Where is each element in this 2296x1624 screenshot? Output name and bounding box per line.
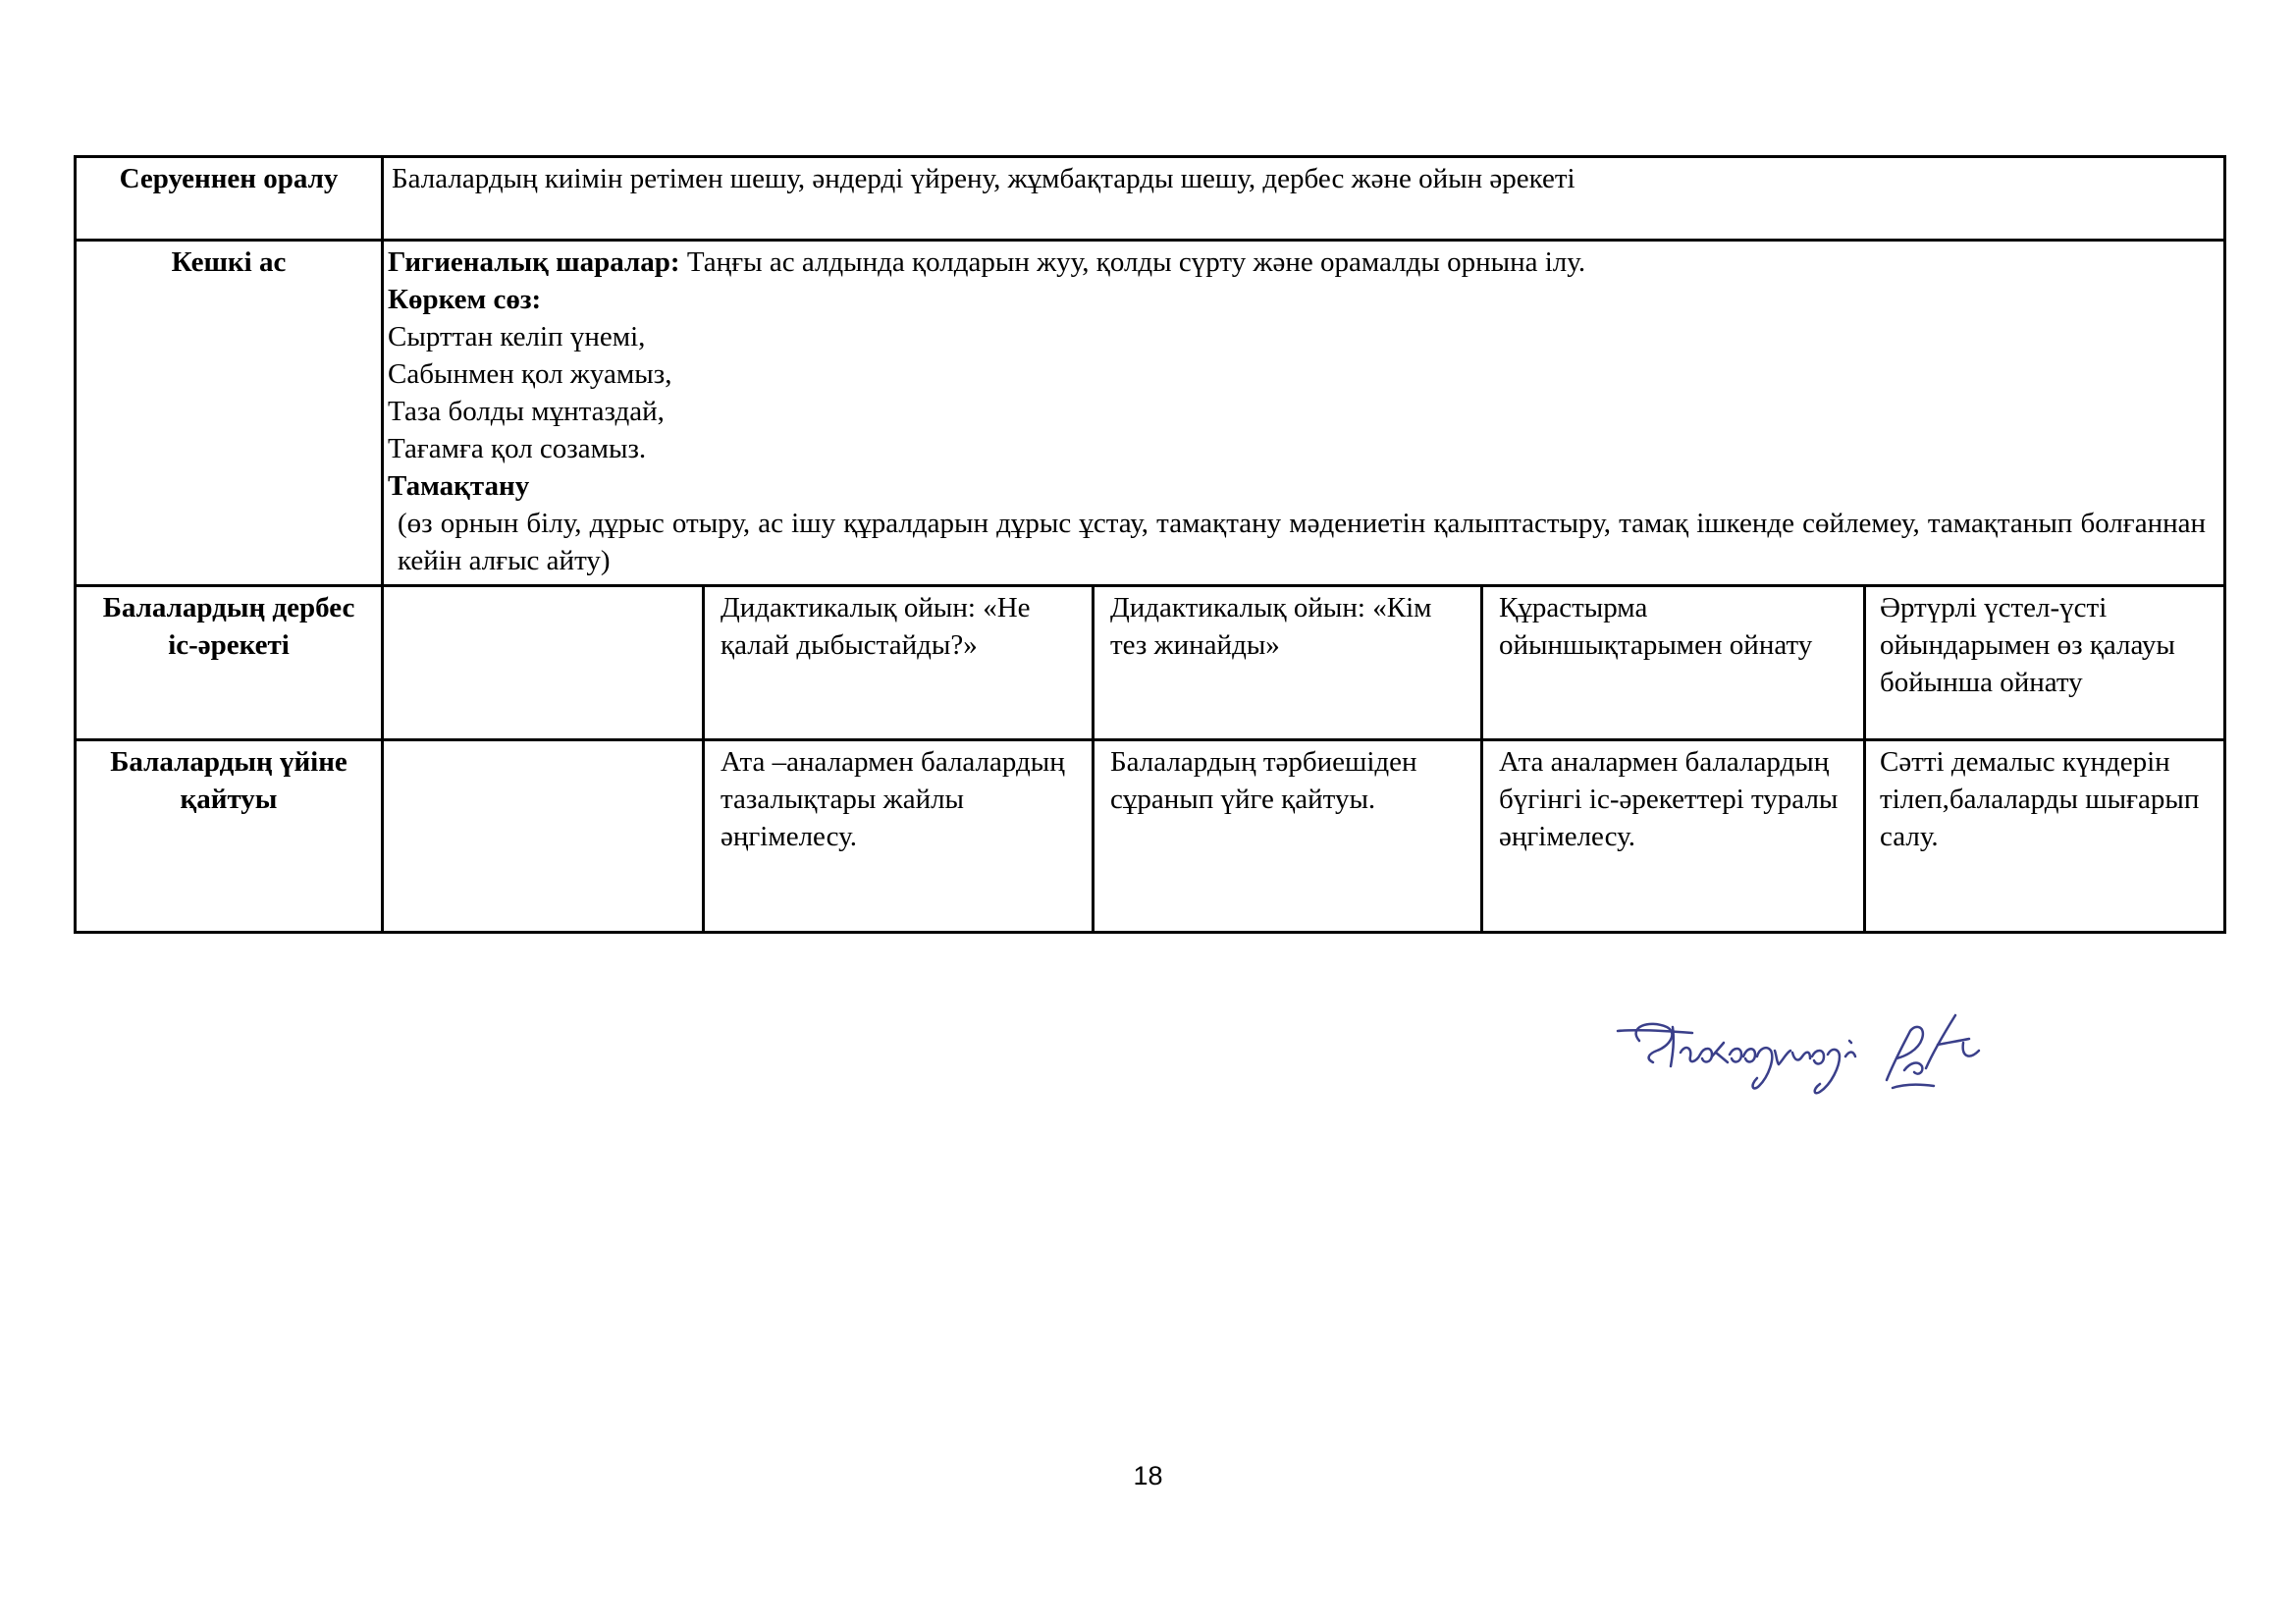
- table-cell: Әртүрлі үстел-үсті ойындарымен өз қалауы бойынша ойнату: [1865, 586, 2225, 740]
- return-walk-text: Балалардың киімін ретімен шешу, әндерді үйрену, жұмбақтарды шешу, дербес және ойын әрекеті: [383, 157, 2225, 241]
- page-number: 18: [1133, 1461, 1163, 1490]
- table-cell: Ата –аналармен балалардың тазалықтары жайлы әңгімелесу.: [704, 740, 1094, 933]
- row-going-home: [76, 740, 2225, 933]
- table-cell: [383, 740, 704, 933]
- hygiene-label: Гигиеналық шаралар:: [388, 246, 680, 278]
- plan-table: [74, 155, 2226, 934]
- row-label-independent-activity: Балалардың дербес іс-әрекеті: [76, 586, 383, 740]
- signature: [1610, 1001, 2140, 1110]
- row-label-going-home: Балалардың үйіне қайтуы: [76, 740, 383, 933]
- meal-text: (өз орнын білу, дұрыс отыру, ас ішу құралдарын дұрыс ұстау, тамақтану мәдениетін қалыптастыру, тамақ ішкенде сөйлемеу, тамақтанып болғаннан кейін алғыс айту): [398, 508, 2207, 576]
- row-label-return-walk: Серуеннен оралу: [76, 157, 383, 241]
- poem-line: Сабынмен қол жуамыз,: [388, 358, 672, 390]
- table-cell: Ата аналармен балалардың бүгінгі іс-әрекеттері туралы әңгімелесу.: [1482, 740, 1865, 933]
- row-label-dinner: Кешкі ас: [76, 241, 383, 586]
- dinner-content: [383, 241, 2225, 586]
- table-cell: [383, 586, 704, 740]
- hygiene-text: Таңғы ас алдында қолдарын жуу, қолды сүрту және орамалды орнына ілу.: [679, 246, 1586, 278]
- poem-line: Тағамға қол созамыз.: [388, 433, 647, 464]
- row-independent-activity: [76, 586, 2225, 740]
- meal-label: Тамақтану: [388, 470, 530, 502]
- table-cell: Балалардың тәрбиешіден сұранып үйге қайтуы.: [1094, 740, 1482, 933]
- table-cell: Дидактикалық ойын: «Не қалай дыбыстайды?»: [704, 586, 1094, 740]
- table-cell: Сәтті демалыс күндерін тілеп,балаларды шығарып салу.: [1865, 740, 2225, 933]
- poem-label: Көркем сөз:: [388, 284, 542, 315]
- poem-line: Таза болды мұнтаздай,: [388, 396, 665, 427]
- row-dinner: [76, 241, 2225, 586]
- row-return-walk: [76, 157, 2225, 241]
- table-cell: Құрастырма ойыншықтарымен ойнату: [1482, 586, 1865, 740]
- poem-line: Сырттан келіп үнемі,: [388, 321, 646, 352]
- table-cell: Дидактикалық ойын: «Кім тез жинайды»: [1094, 586, 1482, 740]
- hygiene-paragraph: [388, 244, 2216, 281]
